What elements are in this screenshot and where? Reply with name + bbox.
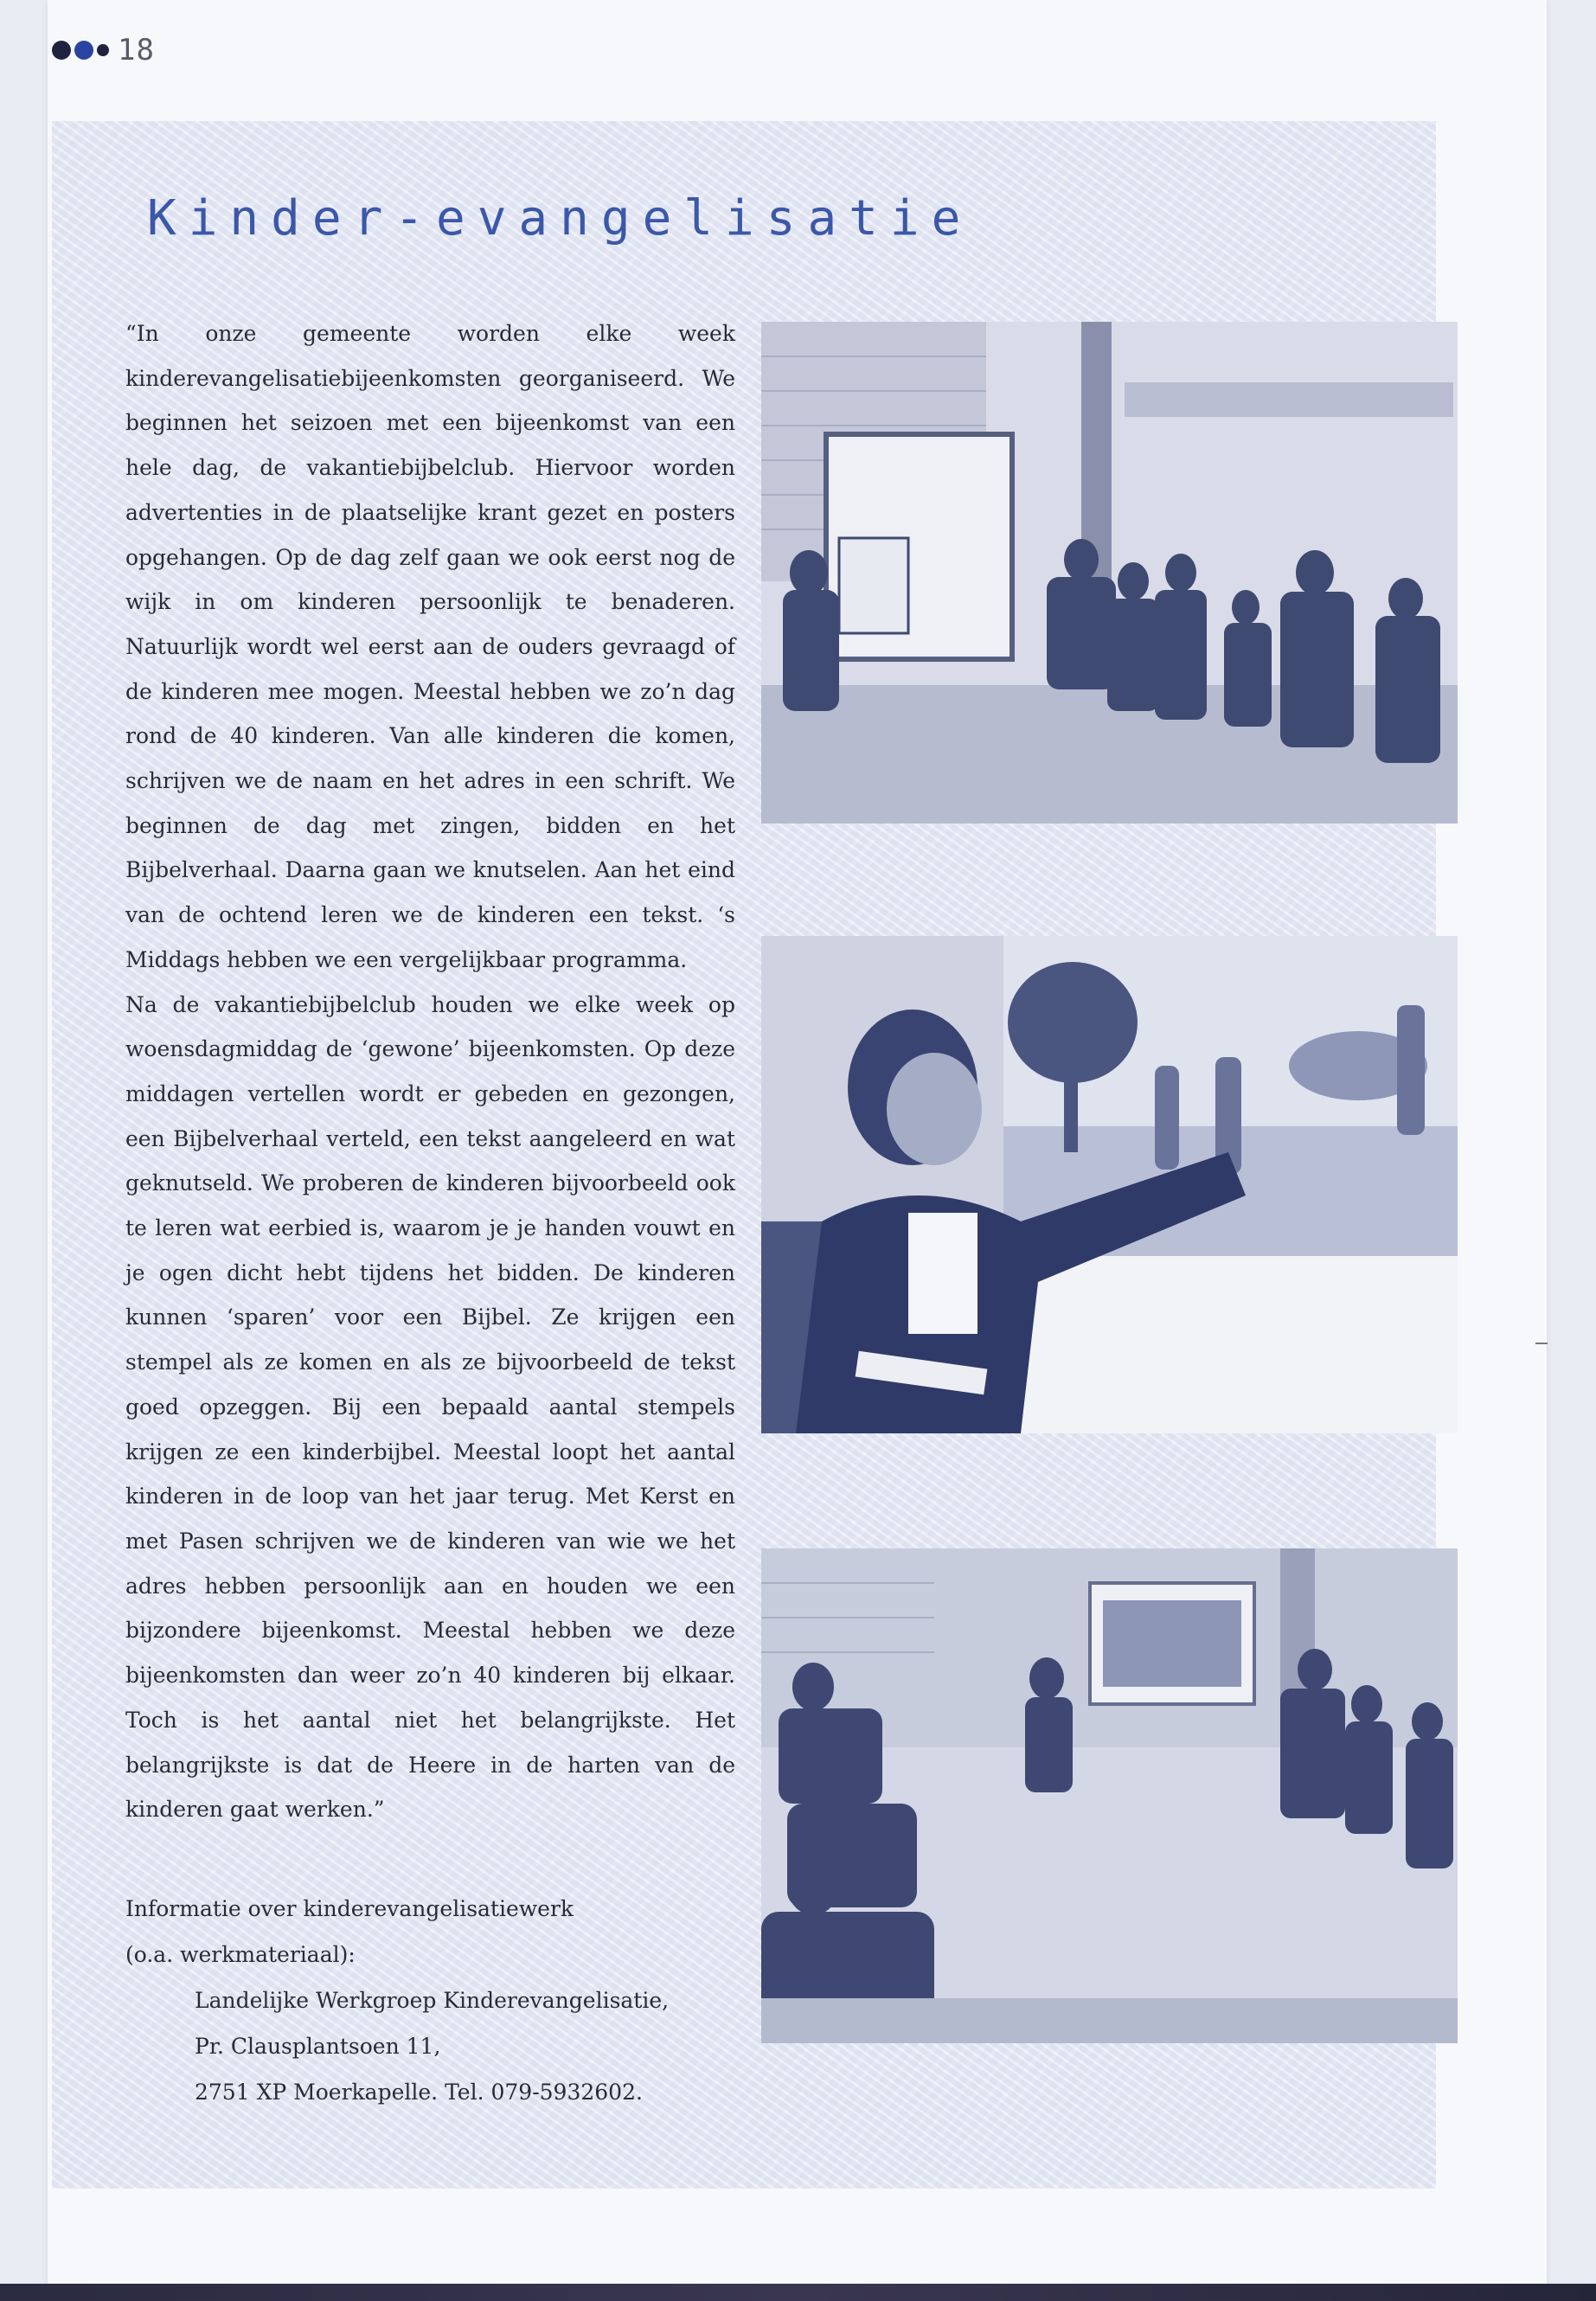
address-line: 2751 XP Moerkapelle. Tel. 079-5932602. <box>195 2080 643 2105</box>
edge-mark <box>1535 1343 1548 1344</box>
address-line: Landelijke Werkgroep Kinderevangelisatie, <box>195 1988 670 2013</box>
info-line: Informatie over kinderevangelisatiewerk <box>125 1896 574 1921</box>
photo-group-circle <box>761 1548 1458 2043</box>
address-line: Pr. Clausplantsoen 11, <box>195 2034 441 2059</box>
info-block <box>125 1886 735 2115</box>
info-line: (o.a. werkmateriaal): <box>125 1942 356 1967</box>
article-body <box>125 311 735 1832</box>
dots-icon <box>52 41 109 60</box>
page-bottom-edge <box>0 2284 1596 2301</box>
article-paragraph: Na de vakantiebijbelclub houden we elke week op woensdagmiddag de ‘gewone’ bijeenkomsten. Op deze middagen vertellen wordt er gebeden en gezongen, een Bijbelverhaal verteld, een tekst aangeleerd en wat geknutseld. We proberen de kinderen bijvoorbeeld ook te leren wat eerbied is, waarom je je handen vouwt en je ogen dicht hebt tijdens het bidden. De kinderen kunnen ‘sparen’ voor een Bijbel. Ze krijgen een stempel als ze komen en als ze bijvoorbeeld de tekst goed opzeggen. Bij een bepaald aantal stempels krijgen ze een kinderbijbel. Meestal loopt het aantal kinderen in de loop van het jaar terug. Met Kerst en met Pasen schrijven we de kinderen van wie we het adres hebben persoonlijk aan en houden we een bijzondere bijeenkomst. Meestal hebben we deze bijeenkomsten dan weer zo’n 40 kinderen bij elkaar. Toch is het aantal niet het belangrijkste. Het belangrijkste is dat de Heere in de harten van de kinderen gaat werken.” <box>125 991 735 1823</box>
page-header <box>52 33 155 67</box>
page-number: 18 <box>118 33 155 67</box>
photo-children-seated <box>761 322 1458 824</box>
article-title: Kinder-evangelisatie <box>147 190 973 247</box>
article-paragraph: “In onze gemeente worden elke week kinderevangelisatiebijeenkomsten georganiseerd. We beginnen het seizoen met een bijeenkomst van een hele dag, de vakantiebijbelclub. Hiervoor worden advertenties in de plaatselijke krant gezet en posters opgehangen. Op de dag zelf gaan we ook eerst nog de wijk in om kinderen persoonlijk te benaderen. Natuurlijk wordt wel eerst aan de ouders gevraagd of de kinderen mee mogen. Meestal hebben we zo’n dag rond de 40 kinderen. Van alle kinderen die komen, schrijven we de naam en het adres in een schrift. We beginnen de dag met zingen, bidden en het Bijbelverhaal. Daarna gaan we knutselen. Aan het eind van de ochtend leren we de kinderen een tekst. ‘s Middags hebben we een vergelijkbaar programma. <box>125 321 735 972</box>
photo-teacher-flannelboard <box>761 936 1458 1433</box>
